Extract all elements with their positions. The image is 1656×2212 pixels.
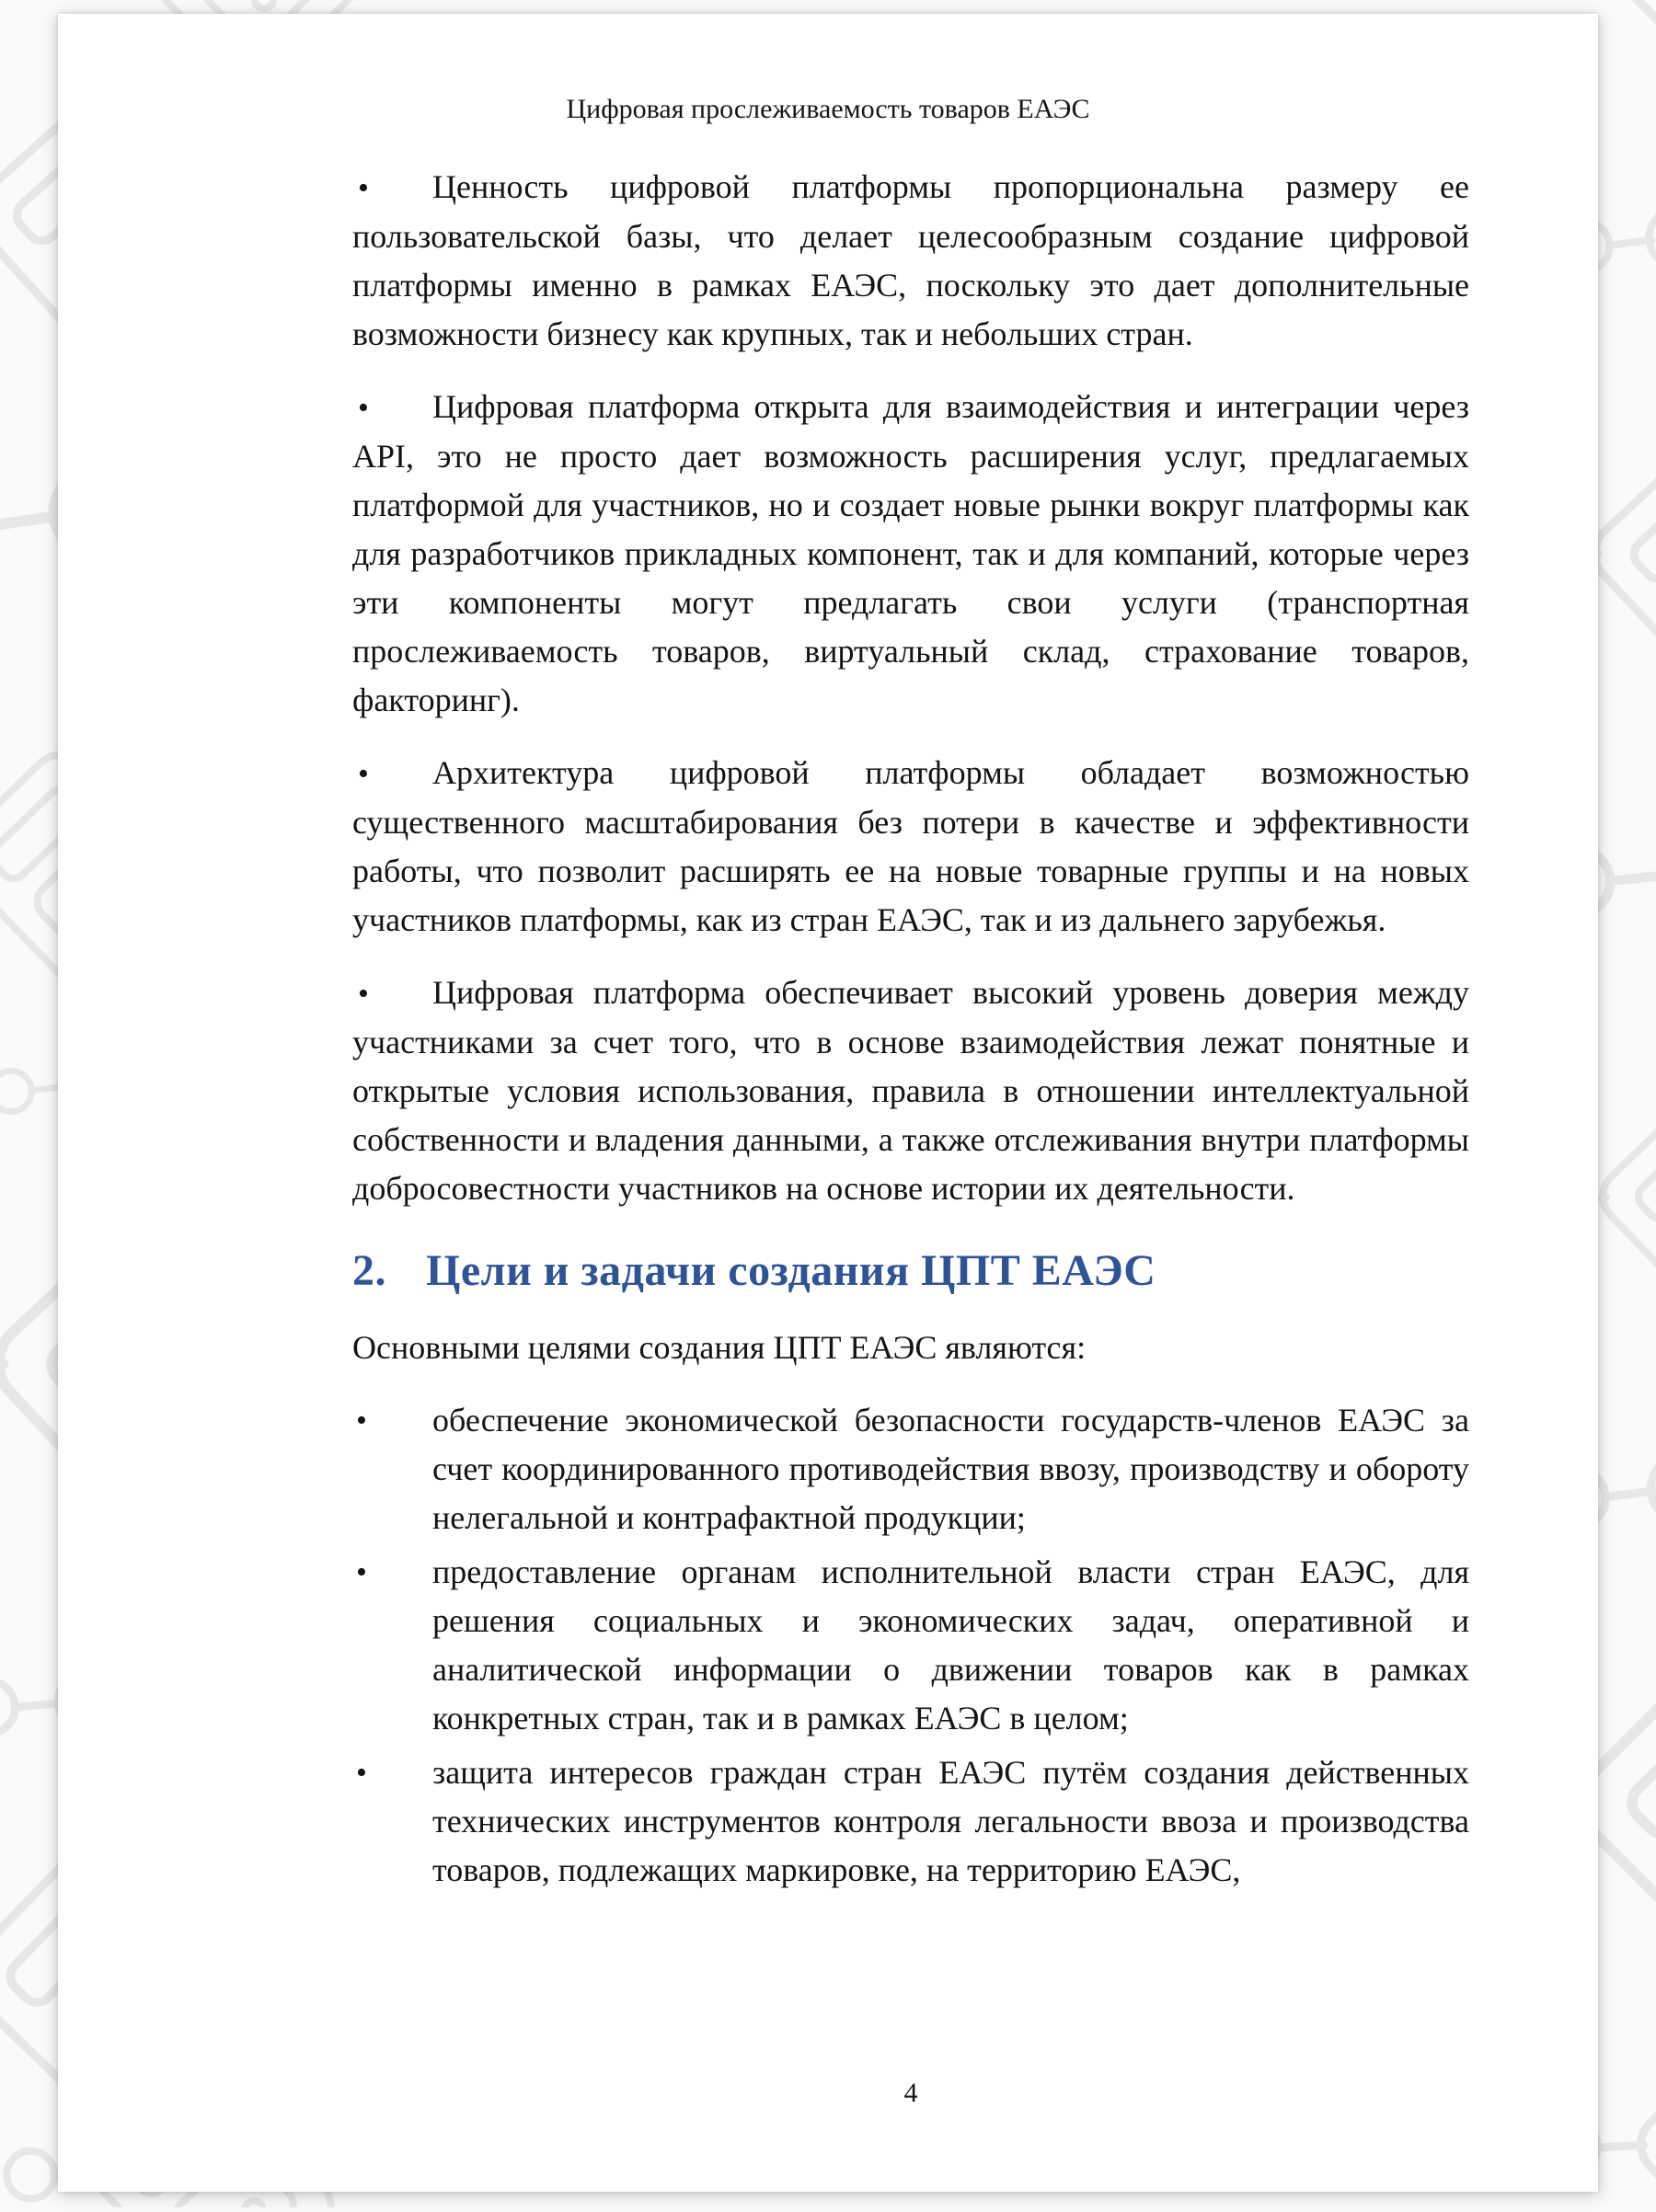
bullet-paragraph [352, 968, 1469, 1213]
goal-item [352, 1548, 1469, 1743]
section-title: Цели и задачи создания ЦПТ ЕАЭС [426, 1246, 1156, 1295]
bullet-icon: • [356, 1404, 367, 1438]
bullet-icon: • [358, 757, 369, 791]
page-content [352, 163, 1469, 1895]
document-page [58, 14, 1598, 2192]
paragraph-text: Цифровая платформа обеспечивает высокий уровень доверия между участниками за счет того, что в основе взаимодействия лежат понятные и открытые условия использования, правила в отношении интеллектуальной собственности и владения данными, а также отслеживания внутри платформы добросовестности участников на основе истории их деятельности. [352, 974, 1469, 1207]
goal-text: предоставление органам исполнительной власти стран ЕАЭС, для решения социальных и экономических задач, оперативной и аналитической информации о движении товаров как в рамках конкретных стран, так и в рамках ЕАЭС в целом; [432, 1553, 1469, 1736]
goal-text: защита интересов граждан стран ЕАЭС путём создания действенных технических инструментов контроля легальности ввоза и производства товаров, подлежащих маркировке, на территорию ЕАЭС, [432, 1754, 1469, 1888]
bullet-icon: • [358, 171, 369, 205]
bullet-icon: • [358, 977, 369, 1011]
page-number: 4 [903, 2078, 918, 2108]
section-heading [352, 1246, 1469, 1296]
intro-paragraph: Основными целями создания ЦПТ ЕАЭС являются: [352, 1329, 1087, 1366]
section-number: 2. [352, 1246, 386, 1295]
running-header: Цифровая прослеживаемость товаров ЕАЭС [566, 94, 1090, 124]
paragraph-text: Архитектура цифровой платформы обладает возможностью существенного масштабирования без потери в качестве и эффективности работы, что позволит расширять ее на новые товарные группы и на новых участников платформы, как из стран ЕАЭС, так и из дальнего зарубежья. [352, 754, 1469, 938]
bullet-icon: • [356, 1555, 367, 1589]
bullet-icon: • [356, 1756, 367, 1790]
bullet-icon: • [358, 391, 369, 425]
paragraph-text: Ценность цифровой платформы пропорциональна размеру ее пользовательской базы, что делает целесообразным создание цифровой платформы именно в рамках ЕАЭС, поскольку это дает дополнительные возможности бизнесу как крупных, так и небольших стран. [352, 168, 1469, 352]
goal-item [352, 1748, 1469, 1895]
bullet-paragraph [352, 383, 1469, 725]
bullet-paragraph [352, 749, 1469, 945]
paragraph-text: Цифровая платформа открыта для взаимодействия и интеграции через API, это не просто дает возможность расширения услуг, предлагаемых платформой для участников, но и создает новые рынки вокруг платформы как для разработчиков прикладных компонент, так и для компаний, которые через эти компоненты могут предлагать свои услуги (транспортная прослеживаемость товаров, виртуальный склад, страхование товаров, факторинг). [352, 388, 1469, 718]
goal-text: обеспечение экономической безопасности государств-членов ЕАЭС за счет координированного противодействия ввозу, производству и обороту нелегальной и контрафактной продукции; [432, 1402, 1469, 1536]
bullet-paragraph [352, 163, 1469, 359]
goal-item [352, 1396, 1469, 1542]
